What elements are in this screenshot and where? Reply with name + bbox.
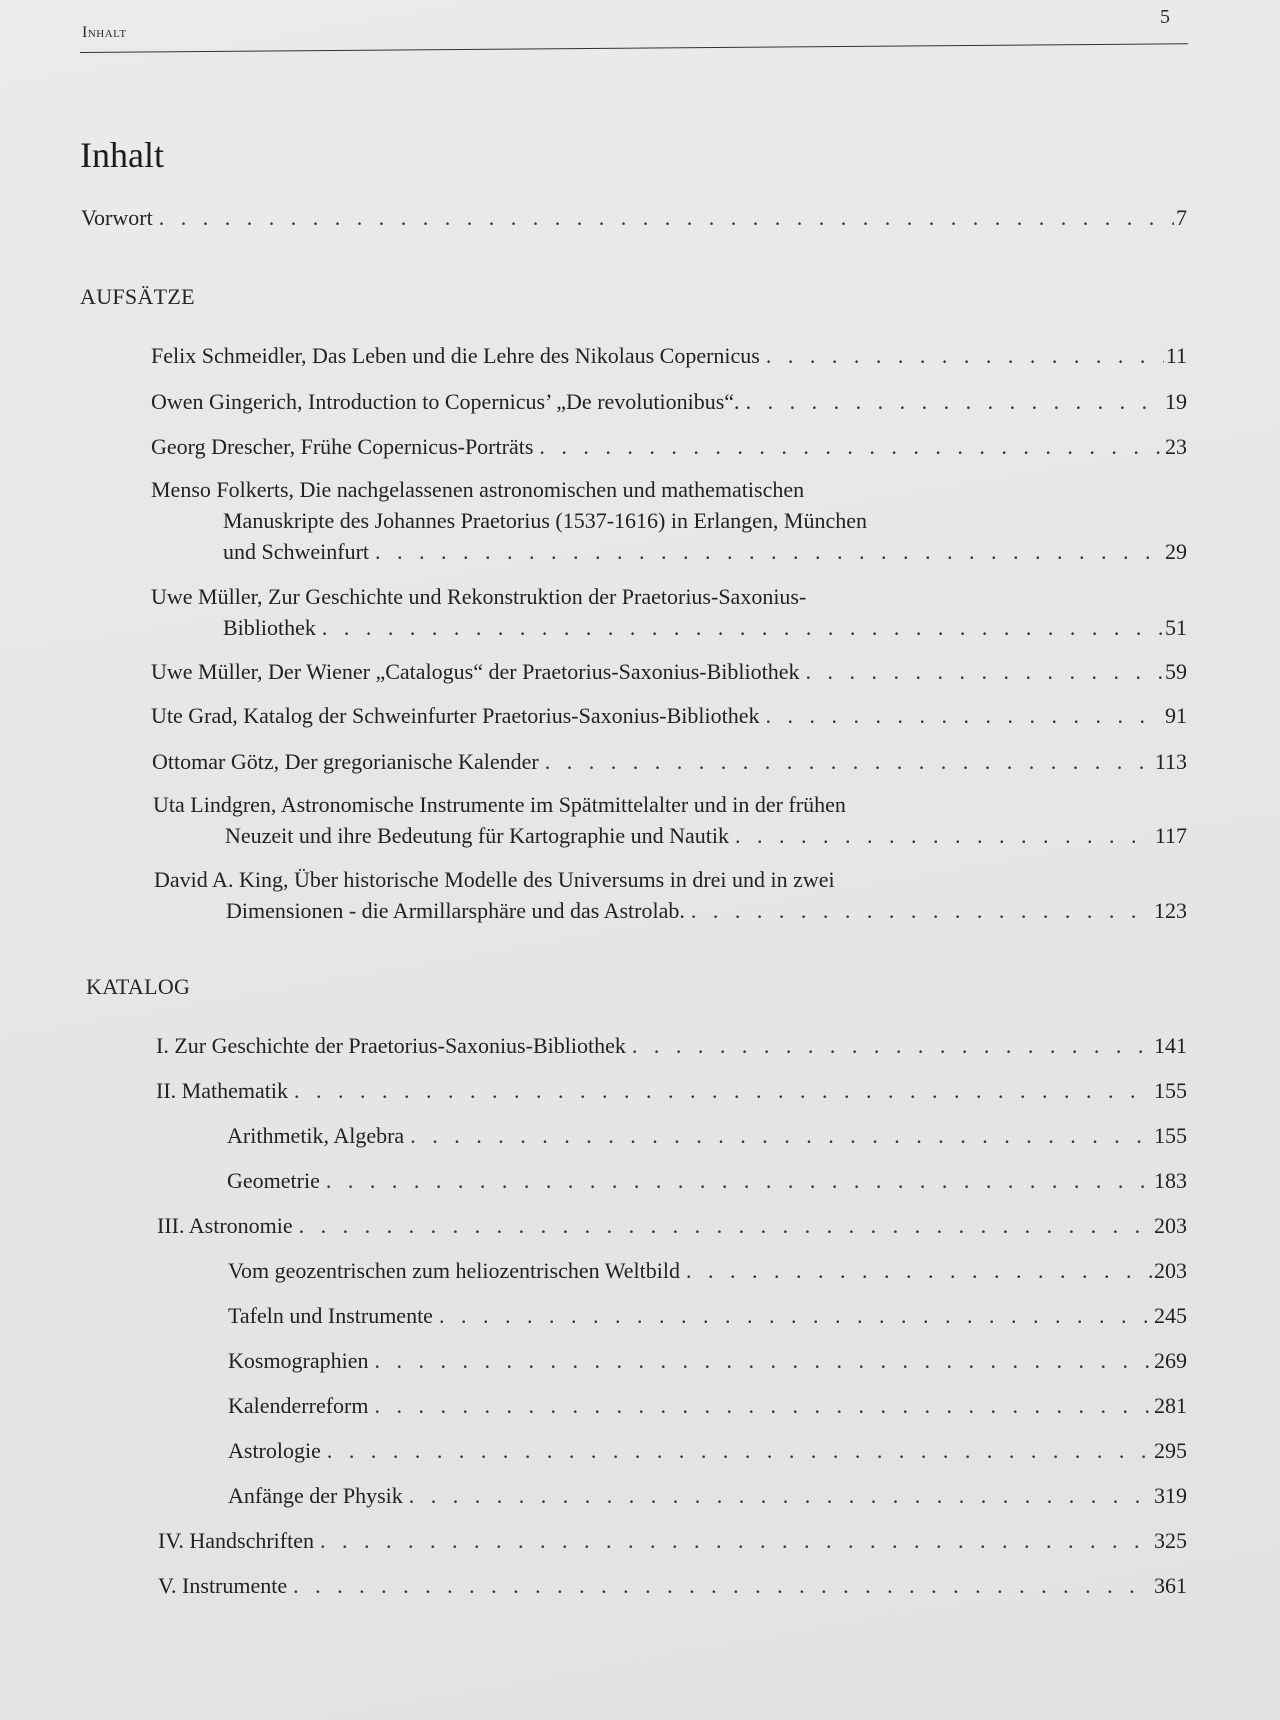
toc-entry [228, 1480, 1187, 1511]
toc-entry [158, 1570, 1187, 1601]
leader-dots [410, 1120, 1152, 1151]
toc-entry [151, 431, 1187, 462]
toc-entry-text: IV. Handschriften [158, 1528, 314, 1553]
toc-entry-text: Uta Lindgren, Astronomische Instrumente im Spätmittelalter und in der frühen [153, 792, 846, 817]
toc-entry-page: 155 [1154, 1078, 1187, 1103]
toc-entry [227, 1165, 1187, 1196]
page-title: Inhalt [80, 135, 164, 175]
toc-entry-text: und Schweinfurt [223, 539, 370, 564]
toc-entry-text: David A. King, Über historische Modelle des Universums in drei und in zwei [154, 867, 835, 892]
toc-entry-text: Menso Folkerts, Die nachgelassenen astronomischen und mathematischen [151, 477, 805, 502]
toc-entry-page: 7 [1176, 205, 1187, 230]
toc-entry-page: 19 [1165, 389, 1187, 414]
toc-entry-text: III. Astronomie [157, 1213, 293, 1238]
toc-entry [228, 1345, 1187, 1376]
leader-dots [374, 1390, 1152, 1421]
toc-entry [153, 789, 1187, 851]
leader-dots [326, 1165, 1152, 1196]
toc-entry-page: 203 [1154, 1213, 1187, 1238]
toc-entry-page: 23 [1165, 434, 1187, 459]
toc-entry-page: 203 [1154, 1258, 1187, 1283]
leader-dots [294, 1075, 1152, 1106]
toc-entry-page: 155 [1154, 1123, 1187, 1148]
toc-entry-page: 281 [1154, 1393, 1187, 1418]
toc-entry [154, 864, 1187, 926]
toc-entry [158, 1525, 1187, 1556]
toc-entry-page: 11 [1165, 343, 1187, 368]
toc-entry-page: 123 [1154, 898, 1187, 923]
toc-entry-page: 269 [1154, 1348, 1187, 1373]
toc-entry-text: Manuskripte des Johannes Praetorius (1537-1616) in Erlangen, München [223, 508, 867, 533]
toc-entry-text: Kosmographien [228, 1348, 369, 1373]
toc-entry [156, 1030, 1187, 1061]
leader-dots [375, 536, 1163, 567]
toc-entry [151, 340, 1187, 371]
toc-entry [151, 581, 1187, 643]
leader-dots [766, 340, 1164, 371]
toc-entry [227, 1120, 1187, 1151]
toc-entry-page: 51 [1165, 615, 1187, 640]
toc-entry [151, 656, 1187, 687]
toc-entry-page: 361 [1154, 1573, 1187, 1598]
leader-dots [545, 746, 1153, 777]
toc-entry-text: Uwe Müller, Der Wiener „Catalogus“ der Praetorius-Saxonius-Bibliothek [151, 659, 800, 684]
toc-entry-text: Geometrie [227, 1168, 320, 1193]
leader-dots [766, 700, 1163, 731]
toc-entry-page: 245 [1154, 1303, 1187, 1328]
leader-dots [322, 612, 1163, 643]
toc-entry-text: Neuzeit und ihre Bedeutung für Kartographie und Nautik [225, 823, 730, 848]
toc-entry [228, 1300, 1187, 1331]
leader-dots [746, 386, 1163, 417]
toc-entry-text: Georg Drescher, Frühe Copernicus-Porträts [151, 434, 534, 459]
toc-entry-page: 117 [1154, 823, 1187, 848]
toc-entry [152, 746, 1187, 777]
toc-entry [156, 1075, 1187, 1106]
leader-dots [375, 1345, 1152, 1376]
toc-entry [157, 1210, 1187, 1241]
toc-entry-page: 325 [1154, 1528, 1187, 1553]
toc-entry-text: Owen Gingerich, Introduction to Copernicus’ „De revolutionibus“. [151, 389, 740, 414]
toc-entry-page: 183 [1154, 1168, 1187, 1193]
toc-entry-text: Ottomar Götz, Der gregorianische Kalender [152, 749, 539, 774]
leader-dots [539, 431, 1163, 462]
leader-dots [293, 1570, 1152, 1601]
leader-dots [806, 656, 1164, 687]
running-head: Inhalt [82, 24, 127, 41]
section-heading-katalog: KATALOG [86, 974, 191, 999]
header-rule [80, 43, 1188, 53]
toc-entry-page: 319 [1154, 1483, 1187, 1508]
toc-entry-text: Vorwort [81, 205, 153, 230]
leader-dots [632, 1030, 1152, 1061]
toc-entry-page: 295 [1154, 1438, 1187, 1463]
leader-dots [439, 1300, 1152, 1331]
toc-entry-page: 29 [1165, 539, 1187, 564]
toc-entry-text: Tafeln und Instrumente [228, 1303, 433, 1328]
leader-dots [159, 202, 1174, 233]
toc-entry-page: 91 [1165, 703, 1187, 728]
leader-dots [691, 895, 1152, 926]
toc-entry-text: I. Zur Geschichte der Praetorius-Saxonius-Bibliothek [156, 1033, 626, 1058]
page-number: 5 [1160, 6, 1170, 28]
toc-entry-text: Kalenderreform [228, 1393, 369, 1418]
toc-entry-vorwort [81, 202, 1187, 233]
leader-dots [299, 1210, 1152, 1241]
toc-entry-text: Uwe Müller, Zur Geschichte und Rekonstruktion der Praetorius-Saxonius- [151, 584, 807, 609]
toc-entry-page: 113 [1154, 749, 1187, 774]
toc-entry-text: Dimensionen - die Armillarsphäre und das Astrolab. [226, 898, 685, 923]
toc-entry-text: Astrologie [228, 1438, 321, 1463]
toc-entry-text: Felix Schmeidler, Das Leben und die Lehre des Nikolaus Copernicus [151, 343, 760, 368]
toc-entry-page: 141 [1154, 1033, 1187, 1058]
toc-entry-text: II. Mathematik [156, 1078, 288, 1103]
toc-entry-text: V. Instrumente [158, 1573, 288, 1598]
toc-entry-text: Arithmetik, Algebra [227, 1123, 405, 1148]
leader-dots [327, 1435, 1152, 1466]
leader-dots [686, 1255, 1152, 1286]
toc-entry [228, 1255, 1187, 1286]
toc-entry-text: Anfänge der Physik [228, 1483, 403, 1508]
toc-entry [151, 386, 1187, 417]
toc-entry-page: 59 [1165, 659, 1187, 684]
toc-entry-text: Bibliothek [223, 615, 316, 640]
leader-dots [320, 1525, 1152, 1556]
toc-entry [151, 474, 1187, 567]
toc-entry [151, 700, 1187, 731]
section-heading-aufsaetze: AUFSÄTZE [80, 284, 195, 309]
toc-entry [228, 1390, 1187, 1421]
toc-entry-text: Ute Grad, Katalog der Schweinfurter Praetorius-Saxonius-Bibliothek [151, 703, 760, 728]
leader-dots [735, 820, 1153, 851]
leader-dots [409, 1480, 1152, 1511]
toc-entry-text: Vom geozentrischen zum heliozentrischen Weltbild [228, 1258, 680, 1283]
toc-entry [228, 1435, 1187, 1466]
